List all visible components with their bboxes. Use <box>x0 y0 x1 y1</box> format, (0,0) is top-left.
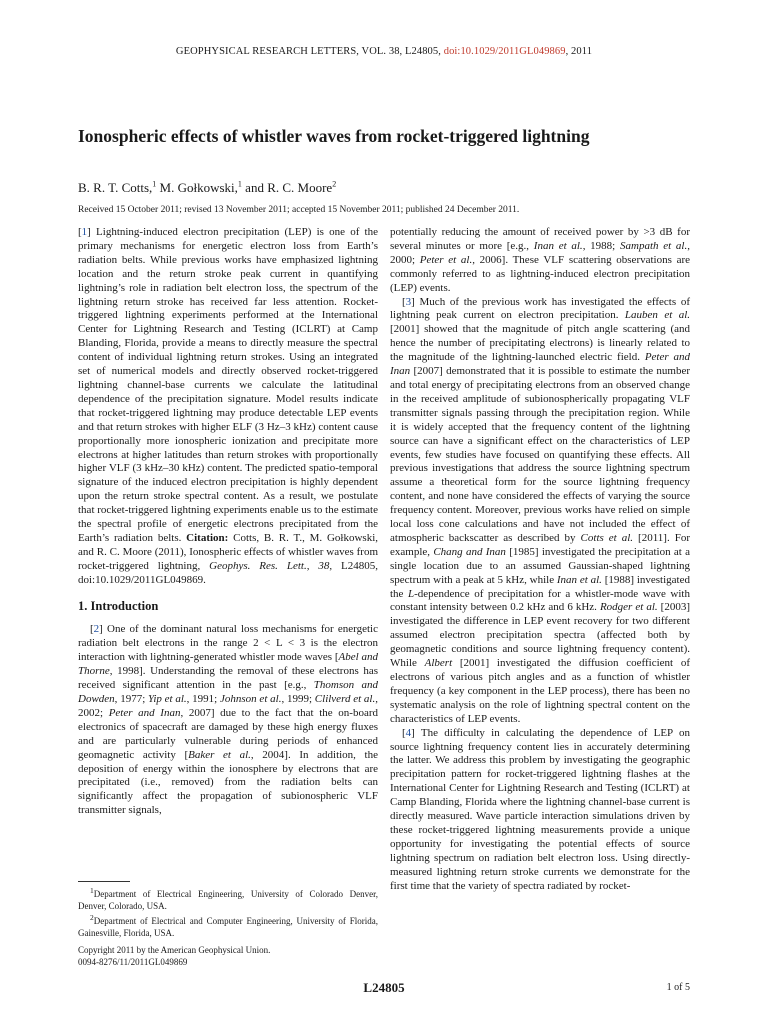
body-text: , 2007] due to the fact that the on-board electronics of spacecraft are damaged by these high energy fluxes and are particularly vulnerable during periods of enhanced geomagnetic activity [ <box>78 706 378 761</box>
page-number: 1 of 5 <box>666 982 690 993</box>
abstract-paragraph: [1] Lightning-induced electron precipitation (LEP) is one of the primary mechanisms for energetic electron loss from Earth’s radiation belts. While previous works have emphasized lightning location and the return stroke peak current in quantifying lightning’s role in radiation belt electron loss, the spectrum of the lightning return stroke has received far less attention. Rocket-triggered lightning experiments performed at the International Center for Lightning Research and Testing (ICLRT) at Camp Blanding, Florida, provide a means to directly measure the spectral content of individual lightning return strokes. Using an integrated set of numerical models and directly observed rocket-triggered lightning channel-base currents we calculate the latitudinal dependence of the precipitation signature. Model results indicate that rocket-triggered lightning may produce detectable LEP events and that return strokes with higher ELF (3 Hz–3 kHz) content cause proportionally more ionospheric ionization and precipitate more electrons at higher latitudes than return strokes with proportionally higher VLF (3 kHz–30 kHz) content. The predicted spatio-temporal signature of the induced electron precipitation is highly dependent upon the return stroke spectral content. As a result, we postulate that rocket-triggered lightning experiments enable us to the estimate the spectral profile of energetic electrons precipitated from the Earth’s radiation belts. Citation: Cotts, B. R. T., M. Gołkowski, and R. C. Moore (2011), Ionospheric effects of whistler waves from rocket-triggered lightning, Geophys. Res. Lett., 38, L24805, doi:10.1029/2011GL049869. <box>78 226 379 586</box>
reference-link[interactable]: Rodger et al. <box>599 601 658 614</box>
reference-link[interactable]: Peter and Inan <box>390 351 690 378</box>
author-cotts: B. R. T. Cotts, <box>78 180 153 195</box>
body-paragraph: [2] One of the dominant natural loss mechanisms for energetic radiation belt electrons in the range 2 < L < 3 is the electron interaction with lightning-generated whistler mode waves [Abel and Thorne, 1998]. Understanding the removal of these electrons has received significant attention in the past [e.g., Thomson and Dowden, 1977; Yip et al., 1991; Johnson et al., 1999; Clilverd et al., 2002; Peter and Inan, 2007] due to the fact that the on-board electronics of spacecraft are damaged by these high energy fluxes and are particularly vulnerable during periods of enhanced geomagnetic activity [Baker et al., 2004]. In addition, the deposition of energy within the ionosphere by electrons that are precipitated (i.e., removed) from the radiation belts can significantly affect the propagation of subionospheric VLF transmitter signals, <box>78 623 378 817</box>
body-text: [2001] investigated the diffusion coefficient of electrons of various pitch angles and as a function of whistler frequency (a key component in the LEP process), there has been no systematic analysis on the role of lightning spectral content on the characteristics of LEP events. <box>390 657 690 725</box>
doi-link[interactable]: doi:10.1029/2011GL049869 <box>443 46 566 57</box>
affiliation-footnotes <box>78 885 378 939</box>
body-text: , 2006]. These VLF scattering observations are commonly referred to as lightning-induced electron precipitation (LEP) events. <box>390 253 691 294</box>
footnote-mark: 2 <box>90 913 94 922</box>
variable-L: L <box>407 587 415 600</box>
body-text: , 1977; <box>114 693 149 705</box>
reference-link[interactable]: Thomson and Dowden <box>78 679 378 705</box>
footnote <box>78 885 378 912</box>
body-paragraph: [4] The difficulty in calculating the dependence of LEP on source lightning frequency content lies in accurately determining the latter. We address this problem by investigating the geographic precipitation pattern for rocket-triggered lightning flashes at the International Center for Lightning Research and Testing (ICLRT) at Camp Blanding, Florida where the lightning channel-base current is directly measured. Wave particle interaction simulations driven by these rocket-triggered lightning measurements provide a unique opportunity for investigating the potential effects of source lightning spectrum on radiation belt electron loss. Using directly-measured lightning return stroke currents we demonstrate for the first time that the variety of spectra radiated by rocket- <box>390 726 690 892</box>
copyright-notice <box>78 945 378 968</box>
citation-text: Cotts, B. R. T., M. Gołkowski, and R. C. Moore (2011), Ionospheric effects of whistler waves from rocket-triggered lightning, <box>78 531 378 572</box>
reference-link[interactable]: Sampath et al. <box>620 239 688 252</box>
reference-link[interactable]: Chang and Inan <box>433 545 506 558</box>
body-text: , 1998]. Understanding the removal of these electrons has received significant attention in the past [e.g., <box>78 665 378 692</box>
section-heading-introduction: 1. Introduction <box>78 598 159 613</box>
reference-link[interactable]: Cotts et al. <box>580 531 634 544</box>
body-text: One of the dominant natural loss mechanisms for energetic radiation belt electrons in the range 2 < L < 3 is the electron interaction with lightning-generated whistler mode waves [ <box>78 623 378 664</box>
affiliation-mark: 2 <box>332 179 337 189</box>
body-text: [1988] investigated the <box>390 573 690 600</box>
paragraph-number: 3 <box>405 295 412 308</box>
reference-link[interactable]: Albert <box>424 657 453 670</box>
reference-link[interactable]: Peter et al. <box>419 253 473 266</box>
citation-journal: Geophys. Res. Lett., 38, <box>209 559 333 572</box>
footnote-text: Department of Electrical Engineering, University of Colorado Denver, Denver, Colorado, USA. <box>78 889 378 911</box>
reference-link[interactable]: Clilverd et al. <box>314 693 376 705</box>
body-text: , 1988; <box>582 239 620 252</box>
paragraph-number: 4 <box>405 726 412 739</box>
body-text: potentially reducing the amount of received power by >3 dB for several minutes or more [e.g., <box>390 226 690 252</box>
body-text: Much of the previous work has investigated the effects of lightning peak current on electron precipitation. <box>390 295 690 322</box>
paper-title: Ionospheric effects of whistler waves from rocket-triggered lightning <box>78 126 590 146</box>
reference-link[interactable]: Peter and Inan <box>108 706 181 719</box>
body-text: The difficulty in calculating the dependence of LEP on source lightning frequency content lies in accurately determining the latter. We address this problem by investigating the geographic precipitation pattern for rocket-triggered lightning flashes at the International Center for Lightning Research and Testing (ICLRT) at Camp Blanding, Florida where the lightning channel-base current is directly measured. Wave particle interaction simulations driven by these rocket-triggered lightning measurements provide a unique opportunity for investigating the potential effects of source lightning spectrum on radiation belt electron loss. Using directly-measured lightning return stroke currents we demonstrate for the first time that the variety of spectra radiated by rocket- <box>390 726 690 892</box>
body-text: -dependence of precipitation for a whistler-mode wave with constant intensity between 0.2 kHz and 6 kHz. <box>390 587 690 614</box>
running-head <box>0 46 768 57</box>
footnote-text: Department of Electrical and Computer Engineering, University of Florida, Gainesville, Florida, USA. <box>78 916 378 938</box>
journal-name: GEOPHYSICAL RESEARCH LETTERS, VOL. 38, L24805, <box>175 46 444 57</box>
paragraph-number: 2 <box>93 623 100 636</box>
reference-link[interactable]: Inan et al. <box>533 239 583 252</box>
body-text: [1985] investigated the precipitation at a single location due to an assumed Gaussian-shaped lightning spectrum with a peak at 5 kHz, while <box>390 545 690 586</box>
left-column <box>78 226 378 818</box>
body-text: [2001] showed that the magnitude of pitch angle scattering (and hence the number of precipitating electrons) is linearly related to the magnitude of the lightning-launched electric field. <box>390 323 690 364</box>
body-text: [2003] investigated the difference in LEP event recovery for two different assumed electron precipitation spectra (affected both by geomagnetic conditions and source lightning frequency content). While <box>390 601 690 670</box>
footnote <box>78 912 378 939</box>
publication-dates: Received 15 October 2011; revised 13 November 2011; accepted 15 November 2011; published 24 December 2011. <box>78 205 520 215</box>
right-column <box>390 226 690 894</box>
body-text: , 1991; <box>186 693 220 705</box>
affiliation-mark: 1 <box>237 179 242 189</box>
reference-link[interactable]: Baker et al. <box>188 748 251 761</box>
author-moore: and R. C. Moore <box>241 180 333 195</box>
header-year: , 2011 <box>565 46 593 57</box>
footnote-divider <box>78 881 130 882</box>
reference-link[interactable]: Lauben et al. <box>624 309 691 322</box>
body-paragraph <box>390 226 690 296</box>
body-text: [2007] demonstrated that it is possible to estimate the number and total energy of precipitating electrons from an observed change in the received amplitude of subionospherically propagating VLF transmitter signals passing through the precipitation region. While it is widely accepted that the frequency content of the lightning source can have a significant effect on the characteristics of LEP events, few studies have focused on quantifying these effects. All previous investigations that address the source lightning spectrum assume a theoretical form for the source lightning frequency content, and none have considered the effects of varying the source frequency content. Moreover, previous works have relied on simple local loss cone calculations and have not included the effect of atmospheric backscatter as described by <box>390 365 690 544</box>
author-golkowski: M. Gołkowski, <box>156 180 238 195</box>
reference-link[interactable]: Johnson et al. <box>220 693 282 705</box>
reference-link[interactable]: Inan et al. <box>556 573 602 586</box>
body-text: [2011]. For example, <box>390 531 690 558</box>
citation-label: Citation: <box>186 531 229 544</box>
reference-link[interactable]: Yip et al. <box>148 693 187 705</box>
affiliation-mark: 1 <box>152 179 157 189</box>
article-id: L24805 <box>363 980 405 995</box>
body-paragraph: [3] Much of the previous work has investigated the effects of lightning peak current on electron precipitation. Lauben et al. [2001] showed that the magnitude of pitch angle scattering (and hence the number of precipitating electrons) is linearly related to the magnitude of the lightning-launched electric field. Peter and Inan [2007] demonstrated that it is possible to estimate the number and total energy of precipitating electrons from an observed change in the received amplitude of subionospherically propagating VLF transmitter signals passing through the precipitation region. While it is widely accepted that the frequency content of the lightning source can have a significant effect on the characteristics of LEP events, few studies have focused on quantifying these effects. All previous investigations that address the source lightning spectrum assume a theoretical form for the source lightning frequency content, and none have considered the effects of varying the source frequency content. Moreover, previous works have relied on simple local loss cone calculations and have not included the effect of atmospheric backscatter as described by Cotts et al. [2011]. For example, Chang and Inan [1985] investigated the precipitation at a single location due to an assumed Gaussian-shaped lightning spectrum with a peak at 5 kHz, while Inan et al. [1988] investigated the L-dependence of precipitation for a whistler-mode wave with constant intensity between 0.2 kHz and 6 kHz. Rodger et al. [2003] investigated the difference in LEP event recovery for two different assumed electron precipitation spectra (affected both by geomagnetic conditions and source lightning frequency content). While Albert [2001] investigated the diffusion coefficient of electrons of various pitch angles and as a function of whistler frequency (a key component in the LEP process), there has been no systematic analysis on the role of lightning spectral content on the characteristics of LEP events. <box>390 295 691 725</box>
paragraph-number: 1 <box>81 226 88 238</box>
copyright-line: Copyright 2011 by the American Geophysical Union. <box>78 945 271 955</box>
body-text: , 1999; <box>281 693 315 705</box>
abstract-text: Lightning-induced electron precipitation (LEP) is one of the primary mechanisms for energetic electron loss from Earth’s radiation belts. While previous works have emphasized lightning location and the return stroke peak current in quantifying lightning’s role in radiation belt electron loss, the spectrum of the lightning return stroke has received far less attention. Rocket-triggered lightning experiments performed at the International Center for Lightning Research and Testing (ICLRT) at Camp Blanding, Florida, provide a means to directly measure the spectral content of individual lightning return strokes. Using an integrated set of numerical models and directly observed rocket-triggered lightning channel-base currents we calculate the latitudinal dependence of the precipitation signature. Model results indicate that rocket-triggered lightning may produce detectable LEP events and that return strokes with higher ELF (3 Hz–3 kHz) content cause proportionally more ionospheric ionization and precipitate more electrons at higher latitudes than return strokes with proportionally higher VLF (3 kHz–30 kHz) content. The predicted spatio-temporal signature of the induced electron precipitation is highly dependent upon the return stroke spectral content. As a result, we postulate that rocket-triggered lightning experiments enable us to the estimate the spectral profile of energetic electrons precipitated from the Earth’s radiation belts. <box>78 226 378 544</box>
citation-end: L24805, doi:10.1029/2011GL049869. <box>78 559 379 586</box>
body-text: , 2004]. In addition, the deposition of energy within the ionosphere by electrons that are precipitated (i.e., removed) from the radiation belts can significantly affect the propagation of subionospheric VLF transmitter signals, <box>78 748 378 817</box>
author-list <box>78 180 336 196</box>
reference-link[interactable]: Abel and Thorne <box>78 651 378 678</box>
body-text: , 2002; <box>78 693 378 719</box>
footnote-mark: 1 <box>90 886 94 895</box>
body-text: , 2000; <box>390 239 690 266</box>
issn-line: 0094-8276/11/2011GL049869 <box>78 956 188 967</box>
